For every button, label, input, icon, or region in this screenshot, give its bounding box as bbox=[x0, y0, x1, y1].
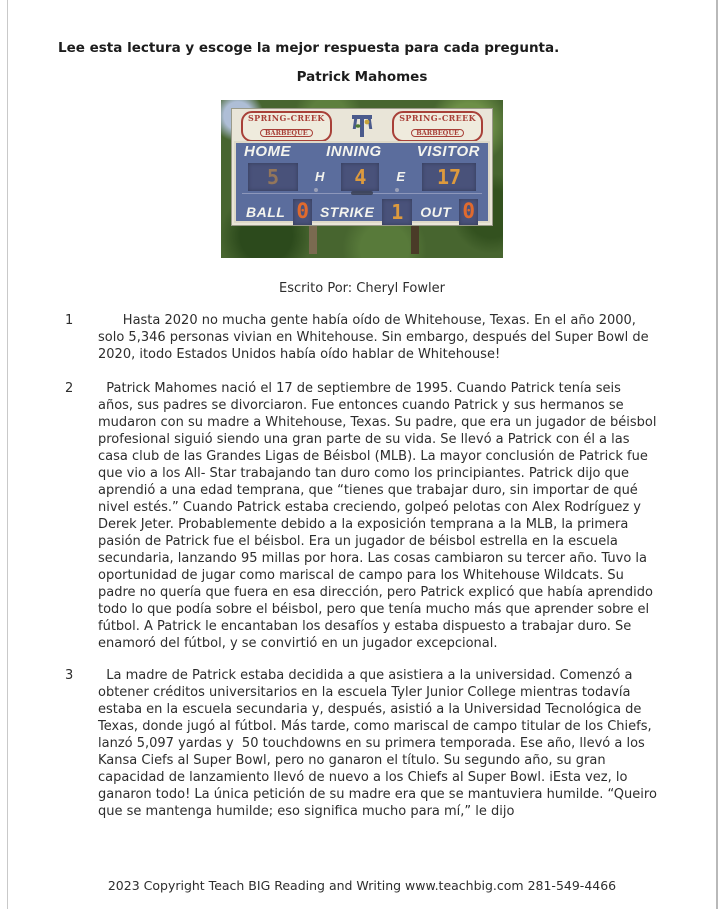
inning-value: 4 bbox=[354, 164, 367, 189]
errors-indicator: E bbox=[396, 169, 405, 184]
hits-indicator: H bbox=[315, 169, 324, 184]
page-title: Patrick Mahomes bbox=[296, 69, 428, 85]
visitor-score-panel bbox=[422, 163, 476, 191]
sign-text: SPRING-CREEK bbox=[399, 112, 476, 123]
byline: Escrito Por: Cheryl Fowler bbox=[279, 281, 445, 296]
ball-label: BALL bbox=[246, 203, 286, 220]
scoreboard-divider bbox=[242, 193, 482, 194]
paragraph-3 bbox=[65, 667, 662, 820]
ball-count-value: 0 bbox=[293, 199, 312, 225]
sign-text: SPRING-CREEK bbox=[248, 112, 325, 123]
out-count-value: 0 bbox=[459, 199, 478, 225]
out-label: OUT bbox=[420, 203, 452, 220]
maker-mark bbox=[351, 191, 373, 195]
scoreboard-post bbox=[411, 226, 419, 254]
paragraph-number: 3 bbox=[65, 668, 74, 683]
scoreboard-photo bbox=[221, 100, 503, 258]
instruction-line: Lee esta lectura y escoge la mejor respuesta para cada pregunta. bbox=[58, 40, 560, 56]
home-label: HOME bbox=[244, 143, 291, 160]
inning-label: INNING bbox=[326, 143, 382, 160]
paragraph-2 bbox=[65, 380, 661, 652]
home-score-panel bbox=[248, 163, 298, 191]
worksheet-page bbox=[7, 0, 718, 909]
home-score-value: 5 bbox=[266, 164, 280, 189]
scoreboard-post bbox=[309, 226, 317, 254]
passage bbox=[65, 312, 662, 820]
sign-subtext: BARBEQUE bbox=[411, 129, 464, 138]
paragraph-text: Patrick Mahomes nació el 17 de septiembre de 1995. Cuando Patrick tenía seis años, sus padres se divorciaron. Fue entonces cuando Patrick y sus hermanos se mudaron con su madre a Whitehouse, Texas. Su padre, que era un jugador de béisbol profesional siguió siendo una gran parte de su vida. Se llevó a Patrick con él a las casa club de las Grandes Ligas de Béisbol (MLB). La mayor conclusión de Patrick fue que vio a los All- Star trabajando tan duro como los principiantes. Patrick dijo que aprendió a una edad temprana, que “tienes que trabajar duro, sin importar de qué nivel estés.” Cuando Patrick estaba creciendo, golpeó pelotas con Alex Rodríguez y Derek Jeter. Probablemente debido a la exposición temprana a la MLB, la primera pasión de Patrick fue el béisbol. Era un jugador de béisbol estrella en la escuela secundaria, lanzando 95 millas por hora. Las cosas cambiaron su tercer año. Tuvo la oportunidad de jugar como mariscal de campo para los Whitehouse Wildcats. Su padre no quería que fuera en esa dirección, pero Patrick explicó que había aprendido todo lo que podía sobre el béisbol, pero que tenía mucho más que aprender sobre el fútbol. A Patrick le encantaban los desafíos y estaba dispuesto a trabajar duro. Se enamoró del fútbol, y se convirtió en un jugador excepcional. bbox=[98, 381, 661, 651]
scoreboard-digits-row bbox=[236, 161, 488, 193]
spring-creek-sign-right bbox=[392, 111, 483, 142]
paragraph-text: Hasta 2020 no mucha gente había oído de Whitehouse, Texas. En el año 2000, solo 5,346 personas vivian en Whitehouse. Sin embargo, después del Super Bowl de 2020, itodo Estados Unidos había oído hablar de Whitehouse! bbox=[98, 313, 653, 362]
spring-creek-logo-icon bbox=[349, 113, 375, 139]
led-dot bbox=[314, 188, 318, 192]
led-dot bbox=[395, 188, 399, 192]
strike-label: STRIKE bbox=[319, 203, 375, 220]
scoreboard-header-band bbox=[234, 111, 490, 141]
spring-creek-sign-left bbox=[241, 111, 332, 142]
paragraph-text: La madre de Patrick estaba decidida a que asistiera a la universidad. Comenzó a obtener créditos universitarios en la escuela Tyler Junior College mientras todavía estaba en la escuela secundaria y, después, asistió a la Universidad Tecnológica de Texas, donde jugó al fútbol. Más tarde, como mariscal de campo titular de los Chiefs, lanzó 5,097 yardas y 50 touchdowns en su primera temporada. Ese año, llevó a los Kansa Ciefs al Super Bowl, pero no ganaron el título. Su segundo año, su gran capacidad de lanzamiento llevó de nuevo a los Chiefs al Super Bowl. iEsta vez, lo ganaron todo! La única petición de su madre era que se mantuviera humilde. “Queiro que se mantenga humilde; eso significa mucho para mí,” le dijo bbox=[98, 668, 662, 819]
scoreboard-bso-row bbox=[236, 194, 488, 225]
scoreboard-board bbox=[234, 141, 490, 223]
scoreboard bbox=[231, 108, 493, 226]
scoreboard-column-labels bbox=[236, 143, 488, 161]
paragraph-number: 1 bbox=[65, 313, 74, 328]
visitor-label: VISITOR bbox=[416, 143, 480, 160]
sign-subtext: BARBEQUE bbox=[260, 129, 313, 138]
strike-count-value: 1 bbox=[391, 199, 404, 224]
copyright-footer: 2023 Copyright Teach BIG Reading and Writing www.teachbig.com 281-549-4466 bbox=[107, 878, 617, 893]
inning-panel bbox=[341, 163, 379, 191]
paragraph-number: 2 bbox=[65, 381, 74, 396]
paragraph-1 bbox=[65, 312, 658, 363]
strike-count-panel bbox=[382, 199, 412, 225]
visitor-score-value: 17 bbox=[436, 164, 462, 189]
